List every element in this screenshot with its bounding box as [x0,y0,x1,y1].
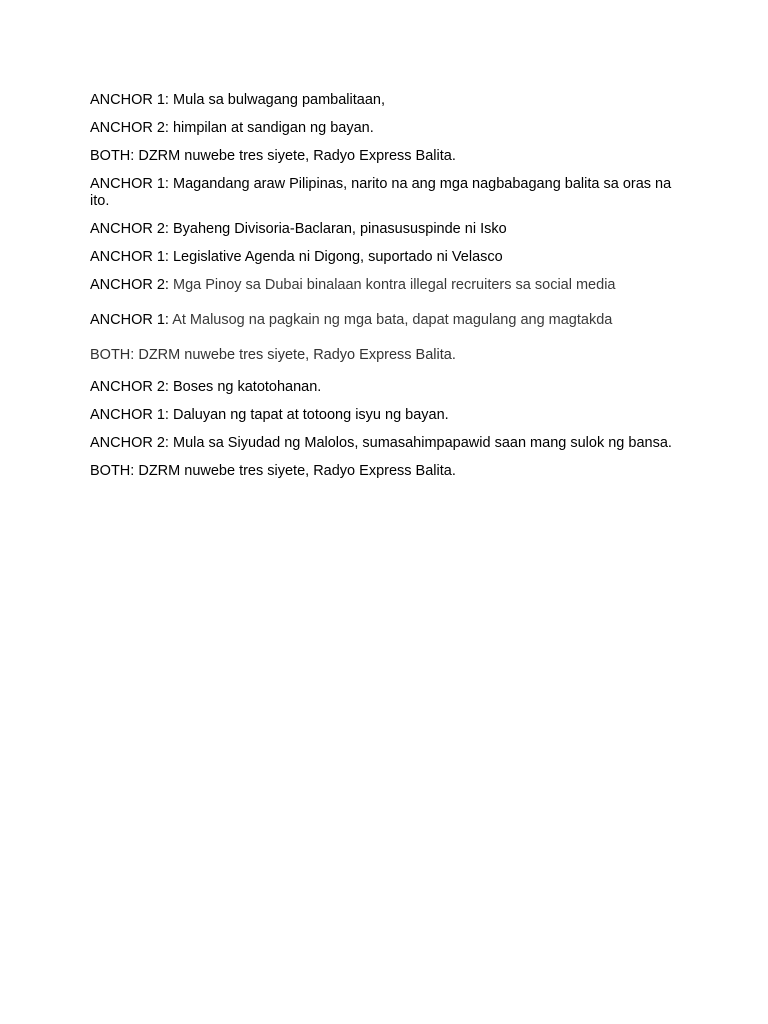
speaker-label: BOTH: [90,463,135,479]
line-text: himpilan at sandigan ng bayan. [168,120,374,136]
speaker-label: ANCHOR 1: [90,92,169,108]
line-text: Byaheng Divisoria-Baclaran, pinasususpinde ni Isko [168,221,507,237]
speaker-label: ANCHOR 2: [90,120,169,136]
line-text: Legislative Agenda ni Digong, suportado ni Velasco [168,249,503,265]
script-line [90,249,690,266]
speaker-label: ANCHOR 1: [90,176,169,192]
line-text: DZRM nuwebe tres siyete, Radyo Express Balita. [134,148,456,164]
line-text: Magandang araw Pilipinas, narito na ang mga nagbabagang balita sa oras na ito. [90,176,672,209]
line-text: Mula sa Siyudad ng Malolos, sumasahimpapawid saan mang sulok ng bansa. [168,435,672,451]
speaker-label: ANCHOR 2: [90,221,169,237]
line-text: At Malusog na pagkain ng mga bata, dapat magulang ang magtakda [168,312,613,328]
script-line [90,277,690,294]
script-line [90,221,690,238]
line-text: Mula sa bulwagang pambalitaan, [168,92,385,108]
speaker-label: ANCHOR 1: [90,312,169,328]
script-line [90,148,690,165]
speaker-label: ANCHOR 1: [90,249,169,265]
speaker-label: BOTH: [90,148,135,164]
script-line [90,347,690,364]
speaker-label: BOTH: [90,347,135,363]
script-line [90,176,690,210]
script-line [90,463,690,480]
line-text: Daluyan ng tapat at totoong isyu ng bayan. [168,407,449,423]
speaker-label: ANCHOR 2: [90,435,169,451]
script-line [90,92,690,109]
speaker-label: ANCHOR 1: [90,407,169,423]
speaker-label: ANCHOR 2: [90,379,169,395]
line-text: DZRM nuwebe tres siyete, Radyo Express Balita. [134,347,456,363]
script-line [90,435,690,452]
script-line [90,120,690,137]
line-text: Boses ng katotohanan. [168,379,322,395]
speaker-label: ANCHOR 2: [90,277,169,293]
line-text: Mga Pinoy sa Dubai binalaan kontra illegal recruiters sa social media [168,277,616,293]
broadcast-script [90,92,690,491]
script-line [90,379,690,396]
script-line [90,407,690,424]
line-text: DZRM nuwebe tres siyete, Radyo Express Balita. [134,463,456,479]
script-line [90,312,690,329]
